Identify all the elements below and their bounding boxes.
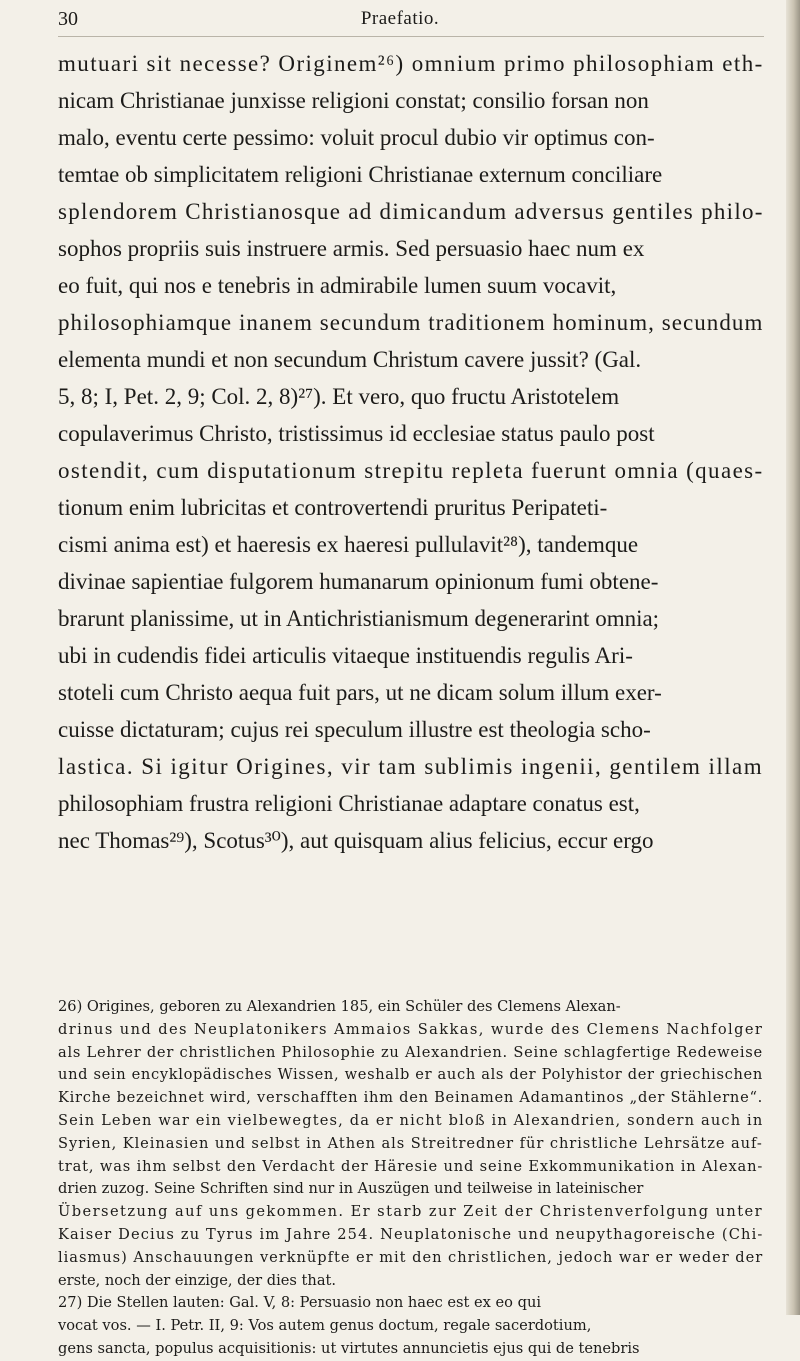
text-line: malo, eventu certe pessimo: voluit procul dubio vir optimus con- [58, 125, 655, 150]
text-line: sophos propriis suis instruere armis. Sed persuasio haec num ex [58, 236, 645, 261]
book-spine-edge [786, 0, 800, 1315]
footnote-line: liasmus) Anschauungen verknüpfte er mit den christlichen, jedoch war er weder der [58, 1248, 764, 1266]
text-line: ostendit, cum disputationum strepitu repleta fuerunt omnia (quaes- [58, 458, 764, 483]
footnote-line: drinus und des Neuplatonikers Ammaios Sakkas, wurde des Clemens Nachfolger [58, 1020, 764, 1038]
footnote-line: und sein encyklopädisches Wissen, weshalb er auch als der Polyhistor der griechischen [58, 1066, 763, 1084]
text-line: splendorem Christianosque ad dimicandum adversus gentiles philo- [58, 199, 764, 224]
header-rule [58, 36, 764, 37]
text-line: philosophiam frustra religioni Christianae adaptare conatus est, [58, 791, 640, 816]
text-line: lastica. Si igitur Origines, vir tam sublimis ingenii, gentilem illam [58, 754, 764, 779]
text-line: elementa mundi et non secundum Christum cavere jussit? (Gal. [58, 347, 642, 372]
footnote-line: drien zuzog. Seine Schriften sind nur in Auszügen und teilweise in lateinischer [58, 1180, 644, 1198]
text-line: copulaverimus Christo, tristissimus id ecclesiae status paulo post [58, 421, 655, 446]
footnote-line: Kirche bezeichnet wird, verschafften ihm den Beinamen Adamantinos „der Stählerne“. [58, 1089, 764, 1107]
text-line: cuisse dictaturam; cujus rei speculum illustre est theologia scho- [58, 717, 651, 742]
text-line: philosophiamque inanem secundum traditionem hominum, secundum [58, 310, 764, 335]
footnote-line: trat, was ihm selbst den Verdacht der Häresie und seine Exkommunikation in Alexan- [58, 1157, 764, 1175]
text-line: nec Thomas²⁹), Scotus³⁰), aut quisquam alius felicius, eccur ergo [58, 828, 654, 853]
text-line: eo fuit, qui nos e tenebris in admirabile lumen suum vocavit, [58, 273, 617, 298]
footnote-line: gens sancta, populus acquisitionis: ut virtutes annuncietis ejus qui de tenebris [58, 1339, 640, 1357]
footnote-line: als Lehrer der christlichen Philosophie zu Alexandrien. Seine schlagfertige Redeweise [58, 1043, 763, 1061]
running-title: Praefatio. [360, 8, 440, 29]
main-text [58, 45, 764, 859]
footnote-line: erste, noch der einzige, der dies that. [58, 1271, 337, 1289]
text-line: stoteli cum Christo aequa fuit pars, ut ne dicam solum illum exer- [58, 680, 662, 705]
footnote-line: vocat vos. — I. Petr. II, 9: Vos autem genus doctum, regale sacerdotium, [58, 1317, 592, 1335]
text-line: cismi anima est) et haeresis ex haeresi pullulavit²⁸), tandemque [58, 532, 639, 557]
text-line: nicam Christianae junxisse religioni constat; consilio forsan non [58, 88, 649, 113]
footnote-line: 27) Die Stellen lauten: Gal. V, 8: Persuasio non haec est ex eo qui [58, 1294, 542, 1312]
text-line: tionum enim lubricitas et controvertendi pruritus Peripateti- [58, 495, 608, 520]
text-line: 5, 8; I, Pet. 2, 9; Col. 2, 8)²⁷). Et vero, quo fructu Aristotelem [58, 384, 620, 409]
footnotes [58, 996, 764, 1361]
text-line: brarunt planissime, ut in Antichristianismum degenerarint omnia; [58, 606, 660, 631]
footnote-line: Sein Leben war ein vielbewegtes, da er nicht bloß in Alexandrien, sondern auch in [58, 1111, 764, 1129]
footnote-line: Kaiser Decius zu Tyrus im Jahre 254. Neuplatonische und neupythagoreische (Chi- [58, 1225, 764, 1243]
footnote-line: Syrien, Kleinasien und selbst in Athen als Streitredner für christliche Lehrsätze auf- [58, 1134, 763, 1152]
text-line: mutuari sit necesse? Originem²⁶) omnium primo philosophiam eth- [58, 51, 764, 76]
text-line: temtae ob simplicitatem religioni Christianae externum conciliare [58, 162, 663, 187]
footnote-line: Übersetzung auf uns gekommen. Er starb zur Zeit der Christenverfolgung unter [58, 1203, 764, 1221]
text-line: ubi in cudendis fidei articulis vitaeque instituendis regulis Ari- [58, 643, 633, 668]
footnote-line: 26) Origines, geboren zu Alexandrien 185, ein Schüler des Clemens Alexan- [58, 998, 621, 1015]
text-line: divinae sapientiae fulgorem humanarum opinionum fumi obtene- [58, 569, 659, 594]
page-number: 30 [58, 8, 78, 30]
